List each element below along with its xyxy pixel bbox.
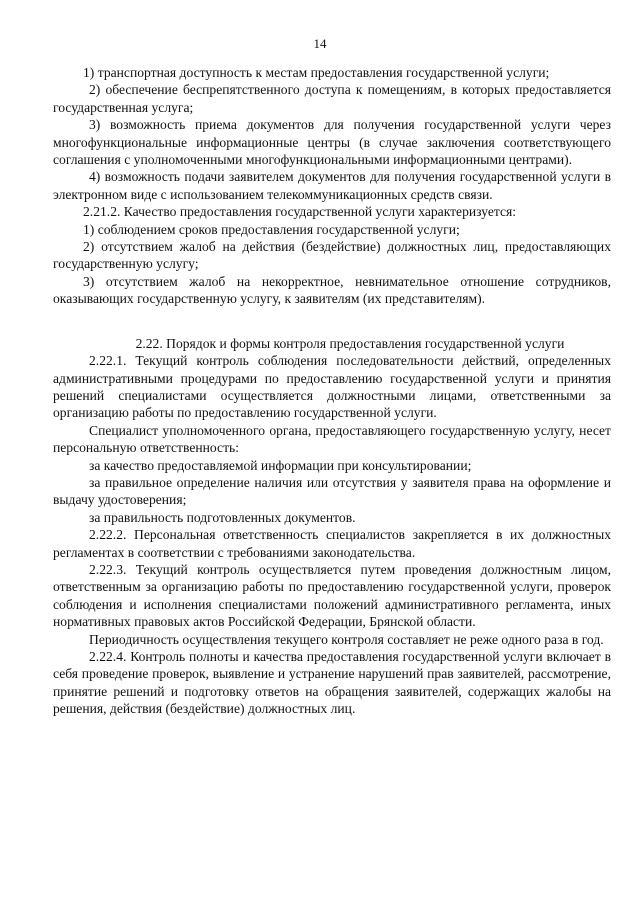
paragraph-electronic-submission: 4) возможность подачи заявителем документов для получения государственной услуги в электронном виде с использованием телекоммуникационных средств связи. [53, 169, 611, 202]
paragraph-no-complaints-staff: 3) отсутствием жалоб на некорректное, невнимательное отношение сотрудников, оказывающих государственную услугу, к заявителям (их представителям). [53, 273, 611, 307]
document-body [53, 64, 611, 718]
paragraph-transport-accessibility: 1) транспортная доступность к местам предоставления государственной услуги; [83, 65, 550, 80]
paragraph-documents-correctness: за правильность подготовленных документов. [89, 509, 356, 525]
section-heading: 2.22. Порядок и формы контроля предоставления государственной услуги [135, 335, 565, 351]
paragraph-completeness-control: 2.22.4. Контроль полноты и качества предоставления государственной услуги включает в себя проведение проверок, выявление и устранение нарушений прав заявителей, рассмотрение, принятие решений и подготовку ответов на обращения заявителей, содержащих жалобы на решения, действия (бездействие) должностных лиц. [53, 649, 611, 717]
paragraph-personal-responsibility: Специалист уполномоченного органа, предоставляющего государственную услугу, несет персональную ответственность: [53, 422, 611, 456]
page-number: 14 [313, 36, 327, 51]
paragraph-quality-intro: 2.21.2. Качество предоставления государственной услуги характеризуется: [83, 204, 517, 220]
paragraph-control-frequency: Периодичность осуществления текущего контроля составляет не реже одного раза в год. [89, 631, 604, 647]
paragraph-control-inspections: 2.22.3. Текущий контроль осуществляется путем проведения должностным лицом, ответственным за организацию работы по предоставлению государственной услуги, проверок соблюдения и исполнения специалистами положений административного регламента, иных нормативных правовых актов Российской Федерации, Брянской области. [53, 561, 611, 630]
paragraph-current-control: 2.22.1. Текущий контроль соблюдения последовательности действий, определенных административными процедурами по предоставлению государственной услуги и принятия решений специалистами осуществляется должностными лицами, ответственными за организацию работы по предоставлению государственной услуги. [53, 353, 611, 421]
paragraph-document-reception: 3) возможность приема документов для получения государственной услуги через многофункциональные информационные центры (в случае заключения соответствующего соглашения с уполномоченными многофункциональными информационными центрами). [53, 117, 611, 168]
paragraph-no-complaints-officials: 2) отсутствием жалоб на действия (бездействие) должностных лиц, предоставляющих государственную услугу; [53, 239, 611, 272]
paragraph-right-determination: за правильное определение наличия или отсутствия у заявителя права на оформление и выдачу удостоверения; [53, 474, 611, 508]
paragraph-unhindered-access: 2) обеспечение беспрепятственного доступа к помещениям, в которых предоставляется государственная услуга; [53, 82, 611, 115]
paragraph-responsibility-regulations: 2.22.2. Персональная ответственность специалистов закрепляется в их должностных регламентах в соответствии с требованиями законодательства. [53, 527, 611, 560]
paragraph-info-quality: за качество предоставляемой информации при консультировании; [89, 457, 472, 473]
paragraph-deadlines: 1) соблюдением сроков предоставления государственной услуги; [83, 221, 460, 237]
